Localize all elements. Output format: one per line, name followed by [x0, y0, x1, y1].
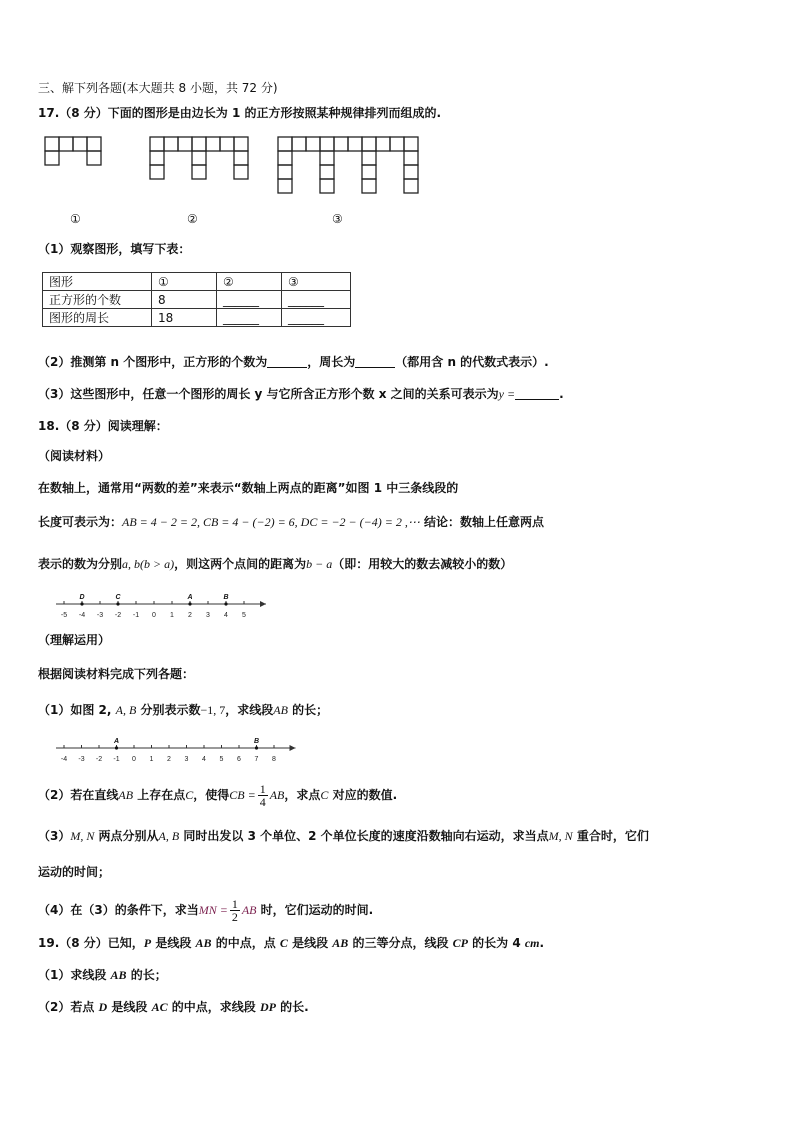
- point-label: A: [187, 594, 193, 601]
- q19-p2-text: 的长.: [275, 1000, 309, 1014]
- apply-intro: 根据阅读材料完成下列各题：: [38, 667, 195, 681]
- fraction-numerator: 1: [259, 782, 266, 796]
- unit-square: [192, 137, 206, 151]
- q18-p2-math5: C: [320, 788, 329, 802]
- q19-var-AB: AB: [332, 936, 349, 950]
- tick-label: 2: [167, 756, 171, 763]
- unit-square: [320, 179, 334, 193]
- q18-p3-text-c: 同时出发以 3 个单位、2 个单位长度的速度沿数轴向右运动，求当点: [179, 829, 549, 843]
- point-marker: [116, 602, 119, 605]
- answer-blank[interactable]: [355, 355, 395, 368]
- q18-line2-math: AB = 4 − 2 = 2, CB = 4 − (−2) = 6, DC = −2 − (−4) = 2 ,⋯: [122, 515, 420, 529]
- unit-square: [306, 137, 320, 151]
- unit-square: [234, 151, 248, 165]
- arrow-icon: [260, 601, 266, 607]
- number-line-figure-2: [48, 736, 308, 766]
- q18-p1-text-a: （1）如图 2,: [38, 703, 116, 717]
- table-row: [43, 309, 351, 327]
- q18-p1-text-d: 的长；: [287, 703, 329, 717]
- tick-label: -4: [78, 612, 86, 619]
- tick-label: 5: [219, 756, 224, 763]
- q19-p2-text: 的中点，求线段: [167, 1000, 260, 1014]
- unit-square: [192, 165, 206, 179]
- unit-square: [234, 165, 248, 179]
- unit-square: [278, 179, 292, 193]
- q18-stem: 18.（8 分）阅读理解：: [38, 419, 168, 433]
- tick-label: 5: [242, 612, 246, 619]
- table-cell: 图形的周长: [43, 309, 152, 327]
- tick-label: 3: [206, 612, 210, 619]
- point-label: D: [79, 594, 85, 601]
- unit-square: [59, 137, 73, 151]
- q18-p2-text-e: 对应的数值.: [328, 788, 398, 802]
- tick-label: -2: [95, 756, 103, 763]
- q19-var-C: C: [279, 936, 288, 950]
- fraction-denominator: 2: [231, 910, 238, 924]
- unit-square: [404, 137, 418, 151]
- q18-p4-math2: AB: [241, 903, 257, 917]
- apply-title: （理解运用）: [38, 633, 111, 647]
- figure-label-3: ③: [332, 212, 343, 226]
- point-label: B: [253, 738, 260, 745]
- tick-label: 0: [132, 756, 136, 763]
- tick-label: -4: [60, 756, 68, 763]
- q18-p2-text-a: （2）若在直线: [38, 788, 119, 802]
- q18-line3-text-c: （即：用较大的数去减较小的数）: [332, 557, 513, 571]
- point-label: C: [115, 594, 121, 601]
- unit-square: [45, 137, 59, 151]
- tick-label: -1: [113, 756, 120, 763]
- unit-square: [73, 137, 87, 151]
- q18-p2-math4: AB: [269, 788, 285, 802]
- table-cell: ______: [282, 291, 351, 309]
- unit-square: [362, 165, 376, 179]
- tick-label: 0: [152, 612, 156, 619]
- table-header-cell: 图形: [43, 273, 152, 291]
- q18-p1-text-c: ，求线段: [225, 703, 274, 717]
- unit-square: [278, 137, 292, 151]
- tick-label: -2: [114, 612, 122, 619]
- unit-square: [278, 151, 292, 165]
- tick-label: 8: [272, 756, 276, 763]
- unit-square: [164, 137, 178, 151]
- unit-square: [334, 137, 348, 151]
- q17-part3-end: .: [559, 387, 564, 401]
- fraction-numerator: 1: [231, 897, 238, 911]
- q17-part2: [38, 354, 549, 370]
- unit-square: [150, 165, 164, 179]
- figure-label-2: ②: [187, 212, 198, 226]
- fraction-denominator: 4: [259, 795, 266, 809]
- unit-square: [362, 137, 376, 151]
- tick-label: 1: [149, 756, 154, 763]
- q19-p1-var-AB: AB: [110, 968, 127, 982]
- unit-square: [206, 137, 220, 151]
- q19-text: .: [539, 936, 545, 950]
- q19-p2-var-D: D: [98, 1000, 108, 1014]
- unit-square: [320, 151, 334, 165]
- point-marker: [224, 602, 227, 605]
- q18-p1-text-b: 分别表示数: [136, 703, 201, 717]
- q17-table: [42, 272, 351, 327]
- q17-part2-text-a: （2）推测第 n 个图形中，正方形的个数为: [38, 355, 268, 369]
- unit-square: [404, 165, 418, 179]
- table-cell: ______: [217, 291, 282, 309]
- fraction-one-half: [230, 898, 240, 923]
- unit-square: [45, 151, 59, 165]
- unit-square: [320, 165, 334, 179]
- q19-part1: [38, 967, 167, 983]
- q19-var-CP: CP: [452, 936, 468, 950]
- q18-p4-math1: MN =: [198, 903, 228, 917]
- q18-p2-text-b: 上存在点: [133, 788, 186, 802]
- point-label: A: [113, 738, 120, 745]
- unit-square: [292, 137, 306, 151]
- q18-p2-math2: C: [185, 788, 194, 802]
- q18-p2-text-c: ，使得: [193, 788, 230, 802]
- table-header-row: [43, 273, 351, 291]
- q19-var-AB: AB: [195, 936, 212, 950]
- point-marker: [115, 746, 118, 749]
- q19-unit-cm: cm: [524, 936, 540, 950]
- q18-line3-math1: a, b(b > a): [122, 557, 175, 571]
- unit-square: [390, 137, 404, 151]
- q17-part3: [38, 386, 564, 402]
- q18-p3-math3: M, N: [548, 829, 573, 843]
- q18-part1: [38, 702, 328, 718]
- table-row: [43, 291, 351, 309]
- q18-line3-text-b: ，则这两个点间的距离为: [174, 557, 307, 571]
- q18-line1: 在数轴上，通常用“两数的差”来表示“数轴上两点的距离”如图 1 中三条线段的: [38, 481, 459, 495]
- q18-part3: [38, 828, 649, 844]
- q18-p1-math3: AB: [273, 703, 288, 717]
- q18-p2-text-d: ，求点: [284, 788, 321, 802]
- tick-label: 1: [170, 612, 174, 619]
- point-marker: [80, 602, 83, 605]
- q18-line3-text-a: 表示的数为分别: [38, 557, 123, 571]
- q19-p2-text: 是线段: [107, 1000, 152, 1014]
- unit-square: [404, 179, 418, 193]
- unit-square: [150, 151, 164, 165]
- q18-line3: [38, 556, 512, 572]
- q17-part1: （1）观察图形，填写下表：: [38, 242, 191, 256]
- unit-square: [192, 151, 206, 165]
- unit-square: [150, 137, 164, 151]
- section-header: 三、解下列各题(本大题共 8 小题，共 72 分): [38, 81, 278, 95]
- point-marker: [188, 602, 191, 605]
- tick-label: 4: [202, 756, 206, 763]
- q19-p1-text: 的长；: [126, 968, 167, 982]
- tick-label: -1: [132, 612, 140, 619]
- unit-square: [220, 137, 234, 151]
- q19-text: 是线段: [151, 936, 196, 950]
- tick-label: 3: [184, 756, 189, 763]
- q18-p1-math1: A, B: [115, 703, 137, 717]
- unit-square: [234, 137, 248, 151]
- tick-label: 7: [254, 756, 259, 763]
- unit-square: [278, 165, 292, 179]
- table-cell: 正方形的个数: [43, 291, 152, 309]
- tick-label: -5: [60, 612, 68, 619]
- table-cell: 8: [152, 291, 217, 309]
- table-cell: ______: [217, 309, 282, 327]
- unit-square: [376, 137, 390, 151]
- fraction-one-quarter: [258, 783, 268, 808]
- q19-text: 的中点，点: [211, 936, 280, 950]
- q18-line2: [38, 514, 544, 530]
- q19-p2-text: （2）若点: [38, 1000, 99, 1014]
- q19-text: 19.（8 分）已知，: [38, 936, 144, 950]
- q18-p2-math3: CB =: [229, 788, 256, 802]
- tick-label: -3: [78, 756, 85, 763]
- q18-p3-math2: A, B: [158, 829, 180, 843]
- unit-square: [348, 137, 362, 151]
- q17-part2-text-c: （都用含 n 的代数式表示）.: [395, 355, 549, 369]
- q18-part3-line2: 运动的时间；: [38, 865, 111, 879]
- answer-blank[interactable]: [515, 387, 559, 400]
- q19-text: 是线段: [287, 936, 333, 950]
- q17-part2-text-b: ，周长为: [307, 355, 356, 369]
- q18-line2-text: 长度可表示为：: [38, 515, 123, 529]
- table-cell: 18: [152, 309, 217, 327]
- unit-square: [320, 137, 334, 151]
- q18-p3-text-b: 两点分别从: [94, 829, 159, 843]
- q19-p2-var-DP: DP: [259, 1000, 276, 1014]
- q18-p3-text-d: 重合时，它们: [572, 829, 649, 843]
- q19-p1-text: （1）求线段: [38, 968, 111, 982]
- q18-part2: [38, 783, 397, 808]
- number-line-figure-1: [48, 592, 288, 622]
- q18-p3-text-a: （3）: [38, 829, 71, 843]
- q17-part3-text: （3）这些图形中，任意一个图形的周长 y 与它所含正方形个数 x 之间的关系可表示为: [38, 387, 499, 401]
- point-marker: [255, 746, 258, 749]
- q18-line2-conclusion: 结论：数轴上任意两点: [419, 515, 545, 529]
- arrow-icon: [290, 745, 296, 751]
- table-header-cell: ③: [282, 273, 351, 291]
- unit-square: [87, 151, 101, 165]
- unit-square: [362, 151, 376, 165]
- unit-square: [178, 137, 192, 151]
- point-label: B: [223, 594, 229, 601]
- q17-part3-var: y =: [498, 387, 516, 401]
- reading-title: （阅读材料）: [38, 449, 111, 463]
- table-cell: ______: [282, 309, 351, 327]
- table-header-cell: ①: [152, 273, 217, 291]
- figure-label-1: ①: [70, 212, 81, 226]
- tick-label: 4: [224, 612, 228, 619]
- q18-line3-math2: b − a: [306, 557, 333, 571]
- q19-text: 的长为 4: [467, 936, 525, 950]
- q17-figures: [0, 135, 794, 215]
- q18-p4-text-a: （4）在（3）的条件下，求当: [38, 903, 199, 917]
- tick-label: 2: [188, 612, 192, 619]
- unit-square: [362, 179, 376, 193]
- q18-p1-math2: −1, 7: [200, 703, 226, 717]
- table-header-cell: ②: [217, 273, 282, 291]
- tick-label: -3: [96, 612, 104, 619]
- q19-stem: [38, 935, 544, 951]
- q18-part4: [38, 898, 373, 923]
- q18-p3-math1: M, N: [70, 829, 95, 843]
- q19-text: 的三等分点，线段: [348, 936, 453, 950]
- q17-stem: 17.（8 分）下面的图形是由边长为 1 的正方形按照某种规律排列而组成的.: [38, 106, 442, 120]
- q19-part2: [38, 999, 309, 1015]
- unit-square: [404, 151, 418, 165]
- tick-label: 6: [237, 756, 241, 763]
- q19-p2-var-AC: AC: [151, 1000, 168, 1014]
- answer-blank[interactable]: [267, 355, 307, 368]
- q19-var-P: P: [143, 936, 152, 950]
- q18-p2-math1: AB: [118, 788, 134, 802]
- unit-square: [87, 137, 101, 151]
- q18-p4-text-b: 时，它们运动的时间.: [256, 903, 374, 917]
